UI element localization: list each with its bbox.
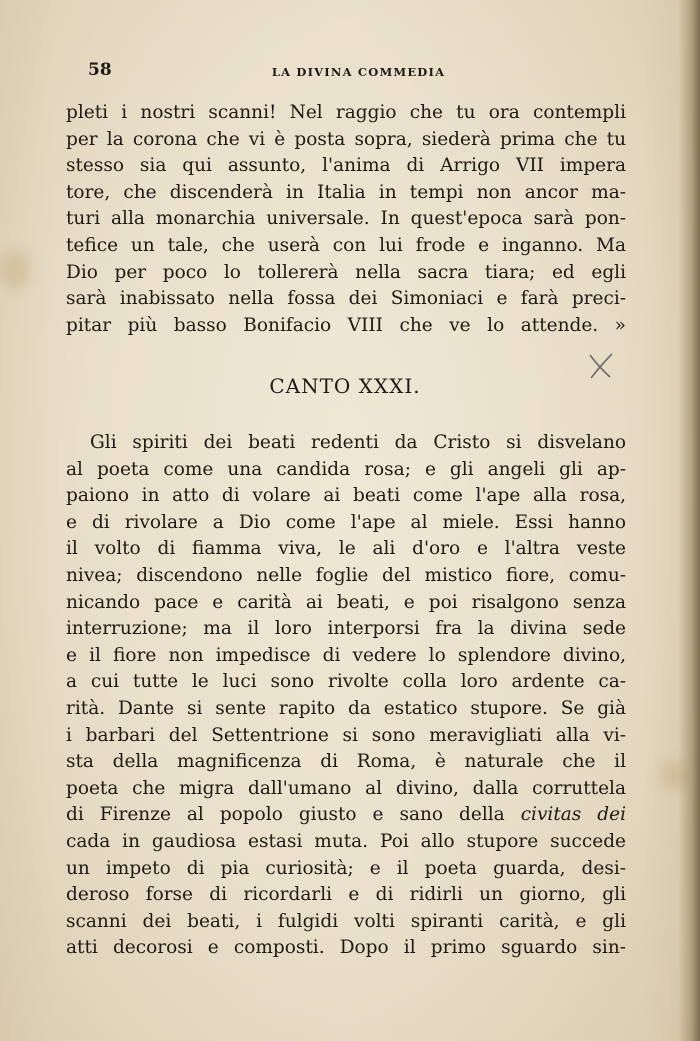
paper-stain	[0, 250, 30, 290]
text-line: stesso sia qui assunto, l'anima di Arrigo VII impera	[66, 155, 626, 177]
text-line: turi alla monarchia universale. In quest'epoca sarà pon-	[66, 208, 626, 230]
text-line: rità. Dante si sente rapito da estatico stupore. Se già	[66, 697, 626, 719]
text-line: il volto di fiamma viva, le ali d'oro e l'altra veste	[66, 538, 626, 560]
paragraph-main	[66, 430, 626, 962]
text-line: un impeto di pia curiosità; e il poeta guarda, desi-	[66, 857, 626, 879]
text-line: Gli spiriti dei beati redenti da Cristo si disvelano	[90, 432, 626, 453]
paragraph-top	[66, 100, 626, 339]
running-title: LA DIVINA COMMEDIA	[271, 65, 446, 79]
text-line: tefice un tale, che userà con lui frode e inganno. Ma	[66, 234, 626, 256]
text-line: i barbari del Settentrione si sono meravigliati alla vi-	[66, 724, 626, 746]
text-line: sarà inabissato nella fossa dei Simoniaci e farà preci-	[66, 288, 626, 310]
text-line: deroso forse di ricordarli e di ridirli un giorno, gli	[66, 884, 626, 906]
text-line: interruzione; ma il loro interporsi fra la divina sede	[66, 618, 626, 640]
text-line: e il fiore non impedisce di vedere lo splendore divino,	[66, 644, 626, 666]
canto-heading: CANTO XXXI.	[269, 374, 421, 398]
text-line: paiono in atto di volare ai beati come l'ape alla rosa,	[66, 485, 626, 507]
page-edge-shadow	[678, 0, 700, 1041]
text-line: a cui tutte le luci sono rivolte colla loro ardente ca-	[66, 671, 626, 693]
page-header	[86, 60, 631, 86]
italic-phrase: civitas dei	[520, 804, 626, 826]
text-line: atti decorosi e composti. Dopo il primo sguardo sin-	[66, 937, 626, 959]
text-line: Dio per poco lo tollererà nella sacra tiara; ed egli	[66, 261, 626, 283]
text-fragment: di Firenze al popolo giusto e sano della	[66, 804, 521, 826]
text-line: tore, che discenderà in Italia in tempi non ancor ma-	[66, 181, 626, 203]
text-line: cada in gaudiosa estasi muta. Poi allo stupore succede	[66, 830, 626, 852]
text-line: pleti i nostri scanni! Nel raggio che tu ora contempli	[66, 102, 626, 123]
text-line: e di rivolare a Dio come l'ape al miele. Essi hanno	[66, 511, 626, 533]
text-line: nivea; discendono nelle foglie del mistico fiore, comu-	[66, 564, 626, 586]
text-line: scanni dei beati, i fulgidi volti spiranti carità, e gli	[66, 910, 626, 932]
text-line-civitas	[66, 802, 626, 829]
text-line: al poeta come una candida rosa; e gli angeli gli ap-	[66, 458, 626, 480]
text-line: poeta che migra dall'umano al divino, dalla corruttela	[66, 777, 626, 799]
text-line: nicando pace e carità ai beati, e poi risalgono senza	[66, 591, 626, 613]
page-number: 58	[88, 60, 112, 80]
text-line: per la corona che vi è posta sopra, siederà prima che tu	[66, 128, 626, 150]
text-line: sta della magnificenza di Roma, è naturale che il	[66, 751, 626, 773]
text-line: pitar più basso Bonifacio VIII che ve lo attende. »	[66, 314, 626, 336]
